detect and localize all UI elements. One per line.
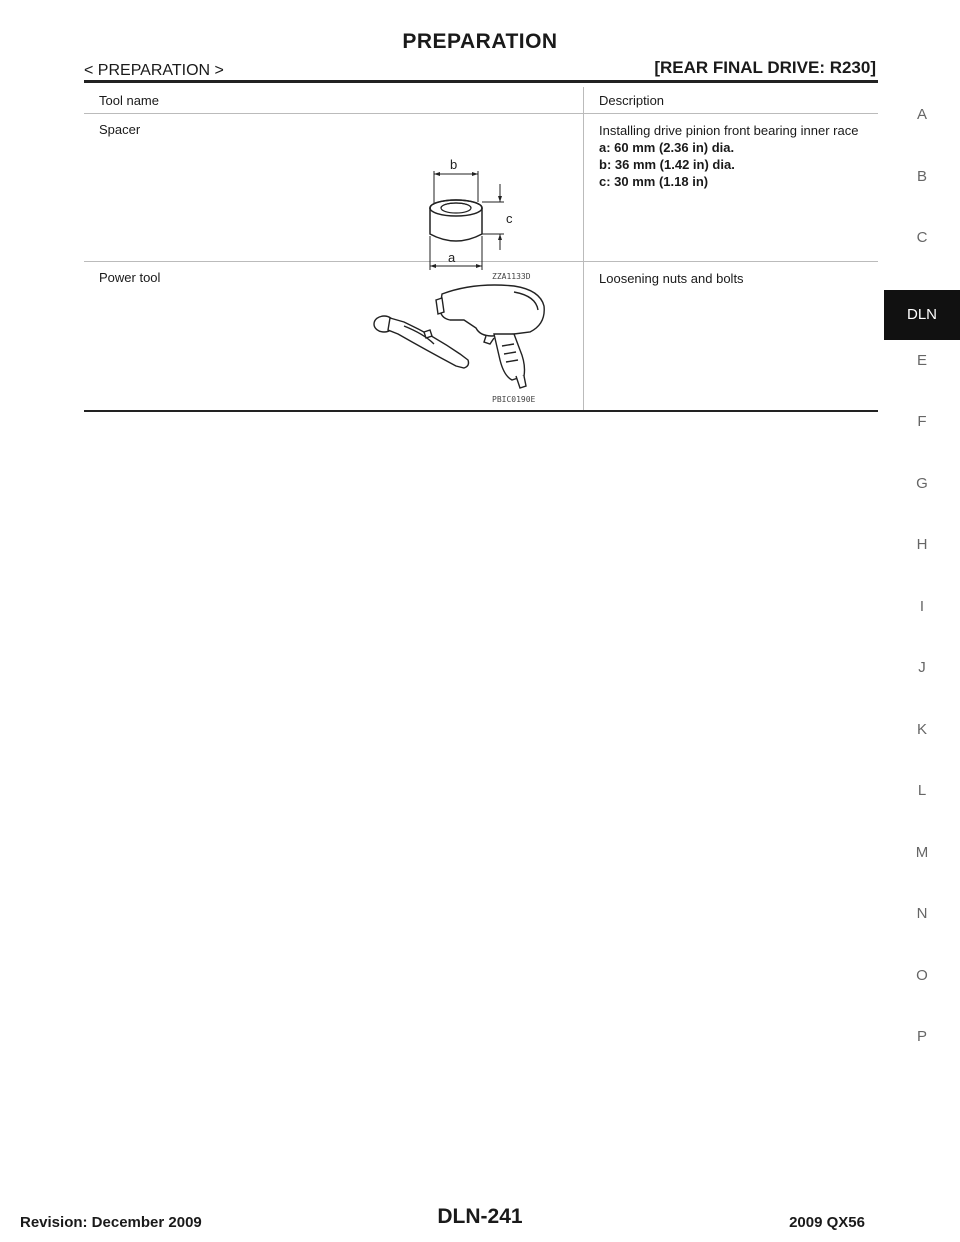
- dimension-label-c: c: [506, 211, 513, 226]
- section-index-letter[interactable]: L: [917, 782, 927, 799]
- dimension-label-a: a: [448, 250, 456, 265]
- section-index-letter[interactable]: J: [918, 659, 926, 676]
- section-index-letter[interactable]: A: [916, 106, 927, 123]
- section-index-letter[interactable]: M: [915, 843, 929, 861]
- figure-id: PBIC0190E: [492, 395, 536, 404]
- section-index-letter[interactable]: N: [916, 905, 928, 922]
- tool-name: Spacer: [99, 122, 141, 137]
- page-title: PREPARATION: [402, 30, 558, 53]
- section-index: [884, 100, 960, 1084]
- section-index-letter[interactable]: E: [916, 351, 927, 369]
- column-divider: [583, 262, 584, 410]
- table-row: [84, 262, 878, 412]
- section-index-letter[interactable]: P: [916, 1028, 927, 1045]
- section-index-letter[interactable]: I: [919, 597, 925, 615]
- tool-description: [599, 122, 858, 190]
- footer-model: 2009 QX56: [789, 1214, 865, 1231]
- section-tag: [REAR FINAL DRIVE: R230]: [654, 58, 876, 77]
- column-divider: [583, 87, 584, 113]
- section-index-active-tab[interactable]: DLN: [884, 290, 960, 340]
- section-index-letter[interactable]: K: [916, 720, 927, 738]
- dimension-label-b: b: [450, 158, 458, 172]
- tool-table: [84, 87, 878, 412]
- figure-id: ZZA1133D: [492, 272, 531, 281]
- tool-description: [599, 270, 744, 287]
- section-index-letter[interactable]: O: [916, 966, 928, 984]
- table-header-row: [84, 87, 878, 114]
- section-index-letter[interactable]: H: [916, 536, 928, 553]
- spec-b: b: 36 mm (1.42 in) dia.: [599, 157, 735, 172]
- section-index-letter[interactable]: G: [916, 474, 928, 492]
- breadcrumb: < PREPARATION >: [84, 62, 224, 79]
- section-index-letter[interactable]: C: [916, 229, 928, 246]
- section-index-letter[interactable]: F: [917, 413, 927, 430]
- description-text: Installing drive pinion front bearing inner race: [599, 123, 859, 138]
- column-header-description: Description: [599, 93, 665, 108]
- section-index-letter[interactable]: B: [916, 167, 927, 185]
- header-rule: [84, 80, 878, 83]
- impact-wrench-icon: [364, 284, 564, 394]
- spec-c: c: 30 mm (1.18 in): [599, 174, 709, 189]
- spec-a: a: 60 mm (2.36 in) dia.: [599, 140, 735, 155]
- description-text: Loosening nuts and bolts: [599, 271, 744, 286]
- column-divider: [583, 114, 584, 261]
- footer-page-number: DLN-241: [437, 1205, 523, 1228]
- tool-name: Power tool: [99, 270, 161, 285]
- spacer-diagram-icon: [420, 158, 530, 270]
- footer-revision: Revision: December 2009: [20, 1214, 202, 1231]
- column-header-tool-name: Tool name: [99, 93, 159, 108]
